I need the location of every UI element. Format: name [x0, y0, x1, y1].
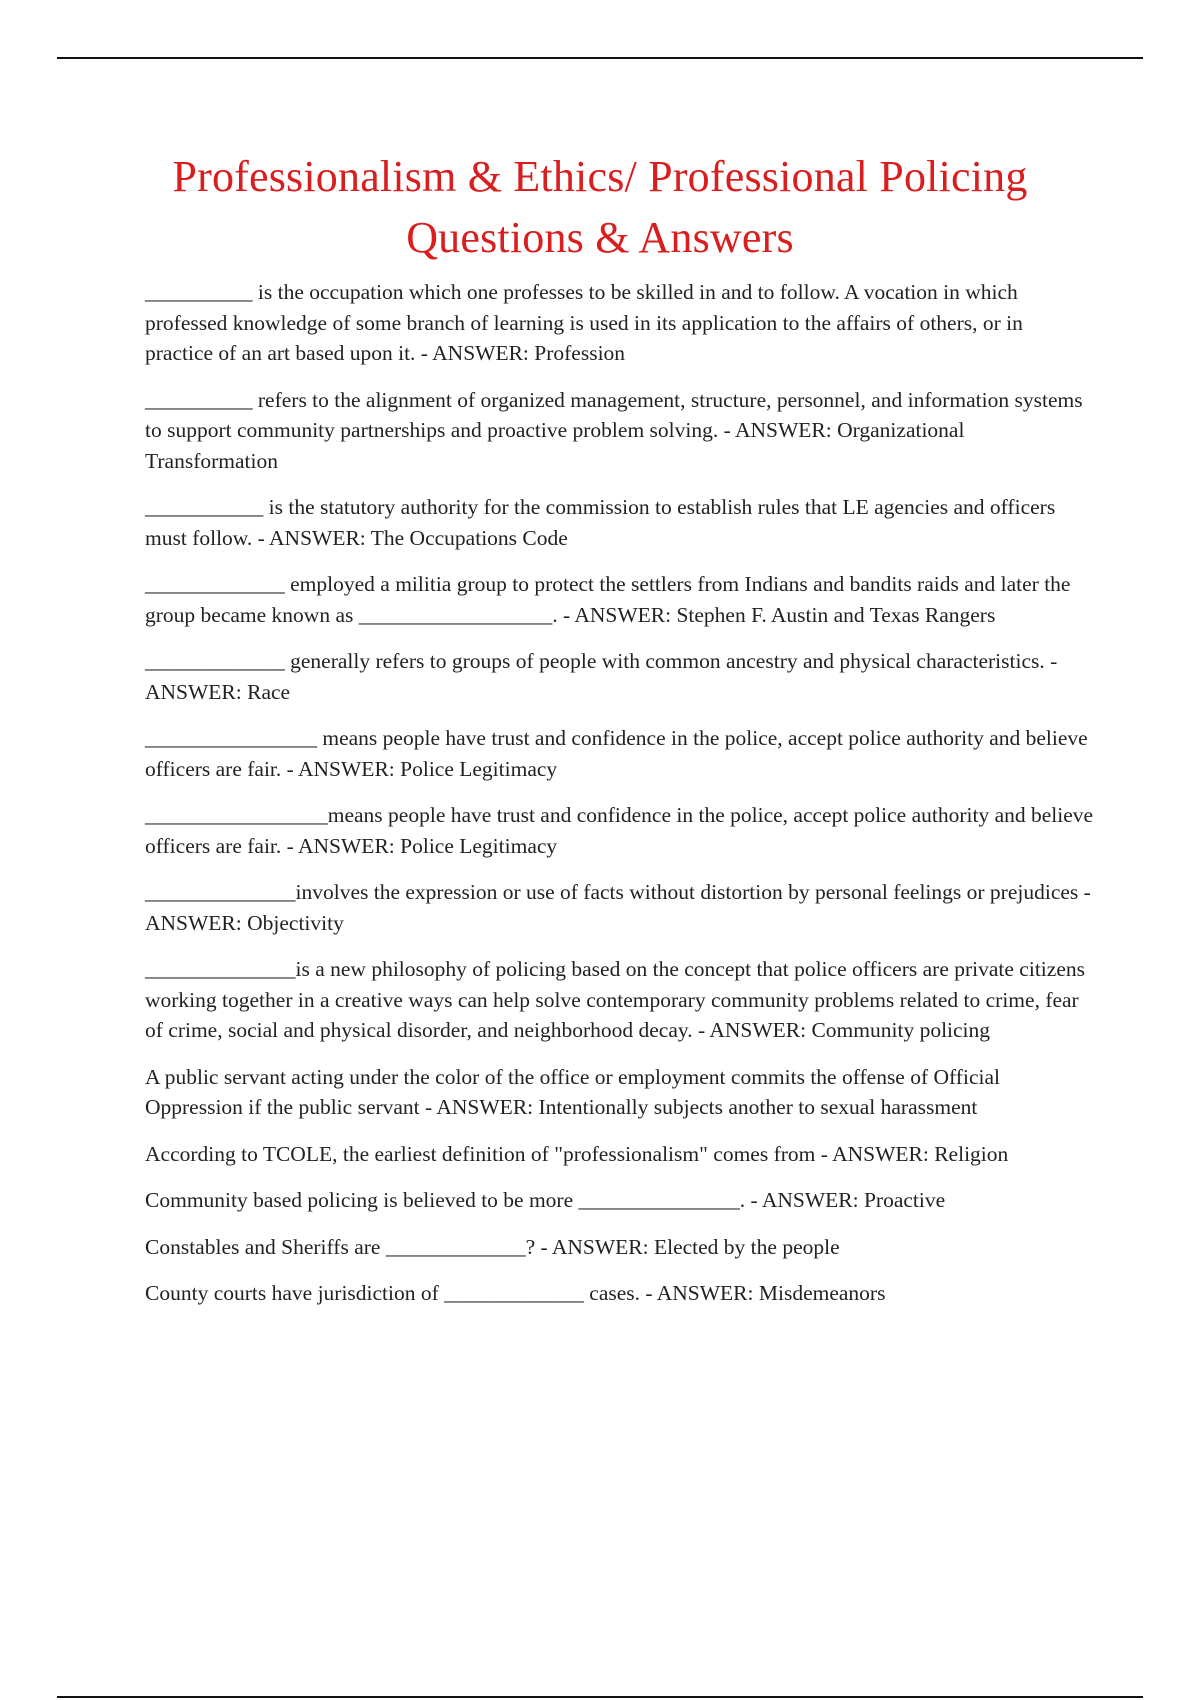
- qa-item: A public servant acting under the color of the office or employment commits the offense of Official Oppression if the public servant - ANSWER: Intentionally subjects another to sexual harassment: [145, 1064, 1000, 1119]
- qa-item: Community based policing is believed to be more _______________. - ANSWER: Proactive: [145, 1188, 946, 1212]
- title-line-1: Professionalism & Ethics/ Professional Policing: [172, 152, 1028, 201]
- qa-item: __________ is the occupation which one professes to be skilled in and to follow. A vocation in which professed knowledge of some branch of learning is used in its application to the affairs of others, or in practice of an art based upon it. - ANSWER: Profession: [145, 280, 1023, 365]
- qa-item: _________________means people have trust and confidence in the police, accept police authority and believe officers are fair. - ANSWER: Police Legitimacy: [145, 803, 1094, 858]
- qa-item: __________ refers to the alignment of organized management, structure, personnel, and information systems to support community partnerships and proactive problem solving. - ANSWER: Organizational Transformation: [145, 387, 1083, 473]
- qa-list: [145, 277, 1095, 1325]
- qa-item: County courts have jurisdiction of _____________ cases. - ANSWER: Misdemeanors: [145, 1281, 886, 1305]
- qa-item: _____________ generally refers to groups of people with common ancestry and physical characteristics. - ANSWER: Race: [145, 649, 1058, 704]
- title-line-2: Questions & Answers: [406, 213, 794, 262]
- qa-item: Constables and Sheriffs are _____________? - ANSWER: Elected by the people: [145, 1234, 840, 1259]
- qa-item: ______________involves the expression or use of facts without distortion by personal feelings or prejudices - ANSWER: Objectivity: [145, 880, 1091, 935]
- document-title: [100, 146, 1100, 268]
- qa-item: ______________is a new philosophy of policing based on the concept that police officers are private citizens working together in a creative ways can help solve contemporary community problems related to crime, fear of crime, social and physical disorder, and neighborhood decay. - ANSWER: Community policing: [145, 957, 1085, 1042]
- qa-item: _____________ employed a militia group to protect the settlers from Indians and bandits raids and later the group became known as __________________. - ANSWER: Stephen F. Austin and Texas Rangers: [145, 572, 1071, 627]
- header-rule: [57, 57, 1143, 59]
- qa-item: According to TCOLE, the earliest definition of "professionalism" comes from - ANSWER: Religion: [145, 1141, 1009, 1166]
- qa-item: ________________ means people have trust and confidence in the police, accept police authority and believe officers are fair. - ANSWER: Police Legitimacy: [145, 726, 1088, 781]
- qa-item: ___________ is the statutory authority for the commission to establish rules that LE agencies and officers must follow. - ANSWER: The Occupations Code: [145, 495, 1056, 550]
- footer-rule: [57, 1696, 1143, 1698]
